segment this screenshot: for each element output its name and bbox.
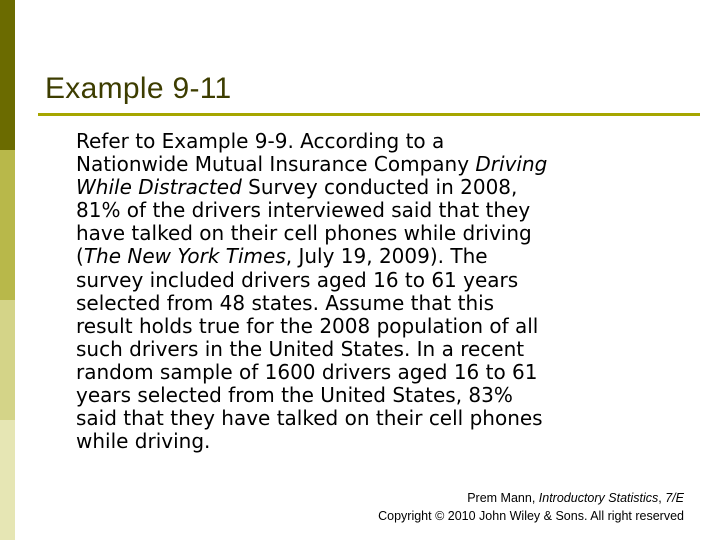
decorative-side-bar <box>0 0 15 540</box>
body-line <box>76 384 676 407</box>
body-line <box>76 407 676 430</box>
side-bar-segment-dark <box>0 0 15 150</box>
side-bar-segment-lightest <box>0 420 15 540</box>
copyright-line: Copyright © 2010 John Wiley & Sons. All right reserved <box>378 509 684 523</box>
slide-title: Example 9-11 <box>45 72 232 105</box>
body-line-segment: such drivers in the United States. In a recent <box>76 336 525 361</box>
body-line <box>76 338 676 361</box>
citation-book-title: Introductory Statistics <box>538 491 659 505</box>
body-line-segment: survey included drivers aged 16 to 61 years <box>76 267 519 292</box>
body-line-segment: Survey conducted in 2008, <box>241 175 518 200</box>
body-line-italic-segment: Driving <box>475 152 548 177</box>
body-line-italic-segment: The New York Times <box>83 244 286 269</box>
citation-line <box>378 489 684 507</box>
body-line <box>76 130 676 153</box>
body-line <box>76 315 676 338</box>
body-line-segment: said that they have talked on their cell phones <box>76 406 543 431</box>
body-line-segment: years selected from the United States, 83% <box>76 383 513 408</box>
slide-body-text <box>76 130 676 453</box>
body-line-italic-segment: While Distracted <box>76 175 242 200</box>
body-line-segment: have talked on their cell phones while driving <box>76 221 532 246</box>
body-line-segment: while driving. <box>76 429 211 454</box>
slide-footer <box>378 489 684 525</box>
body-line-segment: ( <box>76 244 84 269</box>
title-underline-rule <box>38 113 700 116</box>
body-line-segment: 81% of the drivers interviewed said that they <box>76 198 531 223</box>
body-line-segment: selected from 48 states. Assume that this <box>76 290 495 315</box>
side-bar-segment-light <box>0 300 15 420</box>
body-line <box>76 199 676 222</box>
side-bar-segment-medium <box>0 150 15 300</box>
body-line <box>76 245 676 268</box>
body-line <box>76 292 676 315</box>
body-line <box>76 430 676 453</box>
body-line-segment: Refer to Example 9-9. According to a <box>76 129 445 153</box>
citation-author: Prem Mann, <box>467 491 539 505</box>
body-line-segment: result holds true for the 2008 population of all <box>76 313 539 338</box>
body-line <box>76 153 676 176</box>
body-line <box>76 176 676 199</box>
body-line <box>76 269 676 292</box>
body-line-segment: , July 19, 2009). The <box>285 244 488 269</box>
body-line-segment: random sample of 1600 drivers aged 16 to 61 <box>76 359 538 384</box>
body-line-segment: Nationwide Mutual Insurance Company <box>76 152 476 177</box>
citation-separator: , <box>658 491 666 505</box>
body-line <box>76 361 676 384</box>
body-line <box>76 222 676 245</box>
citation-edition: 7/E <box>665 491 684 505</box>
